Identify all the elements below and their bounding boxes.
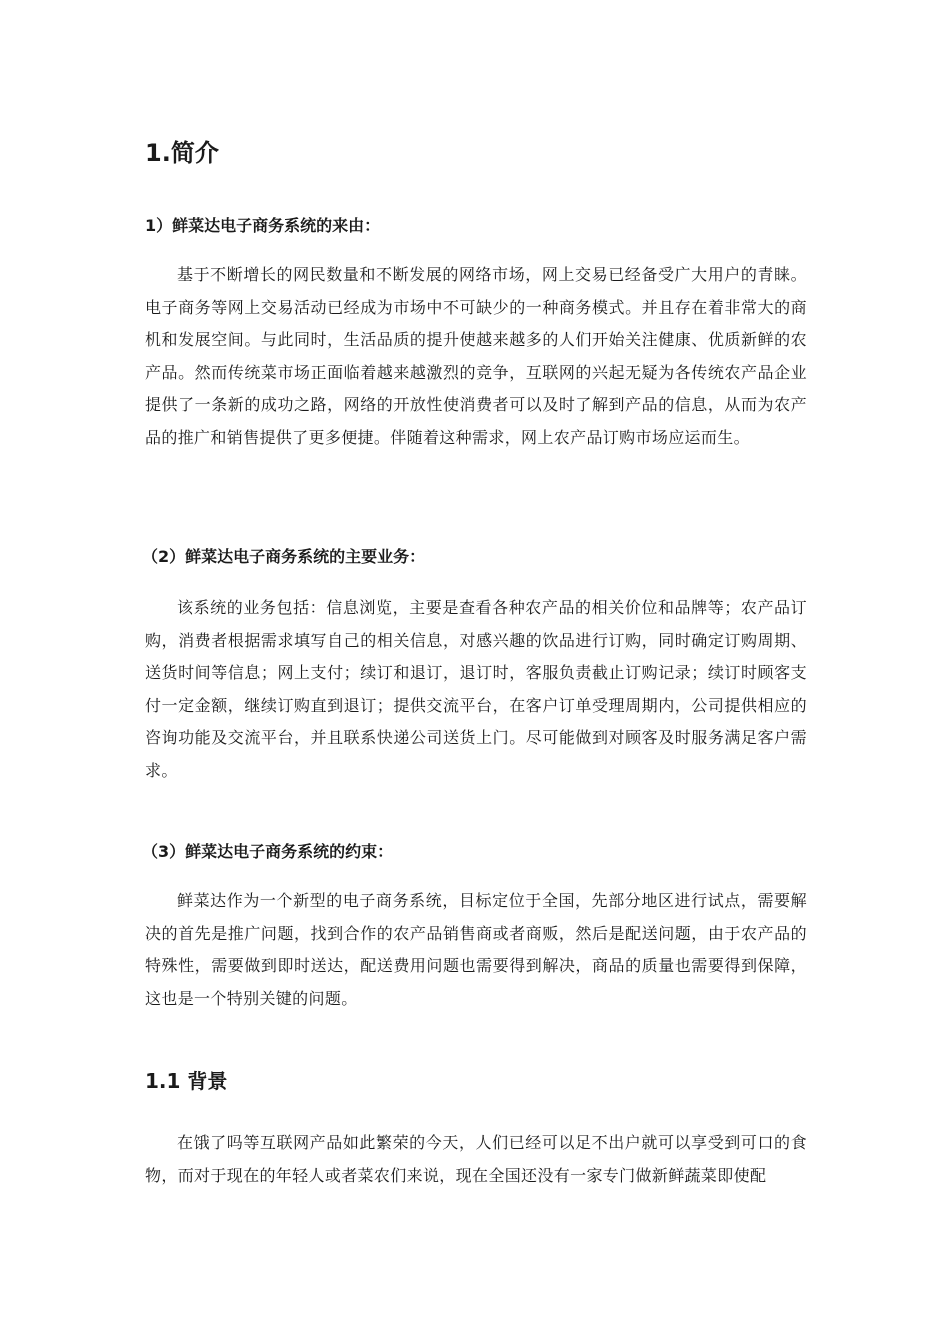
subsection-heading-constraints: （3）鲜菜达电子商务系统的约束：: [142, 842, 394, 861]
section-title-intro: 1.简介: [145, 139, 219, 167]
paragraph-constraints: 鲜菜达作为一个新型的电子商务系统，目标定位于全国，先部分地区进行试点，需要解决的首先是推广问题，找到合作的农产品销售商或者商贩，然后是配送问题，由于农产品的特殊性，需要做到即时送达，配送费用问题也需要得到解决，商品的质量也需要得到保障，这也是一个特别关键的问题。: [145, 891, 807, 1008]
paragraph-background: 在饿了吗等互联网产品如此繁荣的今天，人们已经可以足不出户就可以享受到可口的食物，而对于现在的年轻人或者菜农们来说，现在全国还没有一家专门做新鲜蔬菜即使配: [145, 1133, 807, 1185]
paragraph-origin: 基于不断增长的网民数量和不断发展的网络市场，网上交易已经备受广大用户的青睐。电子商务等网上交易活动已经成为市场中不可缺少的一种商务模式。并且存在着非常大的商机和发展空间。与此同时，生活品质的提升使越来越多的人们开始关注健康、优质新鲜的农产品。然而传统菜市场正面临着越来越激烈的竞争，互联网的兴起无疑为各传统农产品企业提供了一条新的成功之路，网络的开放性使消费者可以及时了解到产品的信息，从而为农产品的推广和销售提供了更多便捷。伴随着这种需求，网上农产品订购市场应运而生。: [145, 265, 807, 447]
subsection-heading-origin: 1）鲜菜达电子商务系统的来由：: [145, 216, 381, 235]
subsection-heading-business: （2）鲜菜达电子商务系统的主要业务：: [142, 547, 426, 566]
paragraph-business: 该系统的业务包括：信息浏览，主要是查看各种农产品的相关价位和品牌等；农产品订购，消费者根据需求填写自己的相关信息，对感兴趣的饮品进行订购，同时确定订购周期、送货时间等信息；网上支付；续订和退订，退订时，客服负责截止订购记录；续订时顾客支付一定金额，继续订购直到退订；提供交流平台，在客户订单受理周期内，公司提供相应的咨询功能及交流平台，并且联系快递公司送货上门。尽可能做到对顾客及时服务满足客户需求。: [145, 598, 807, 780]
section-title-background: 1.1 背景: [145, 1069, 228, 1093]
